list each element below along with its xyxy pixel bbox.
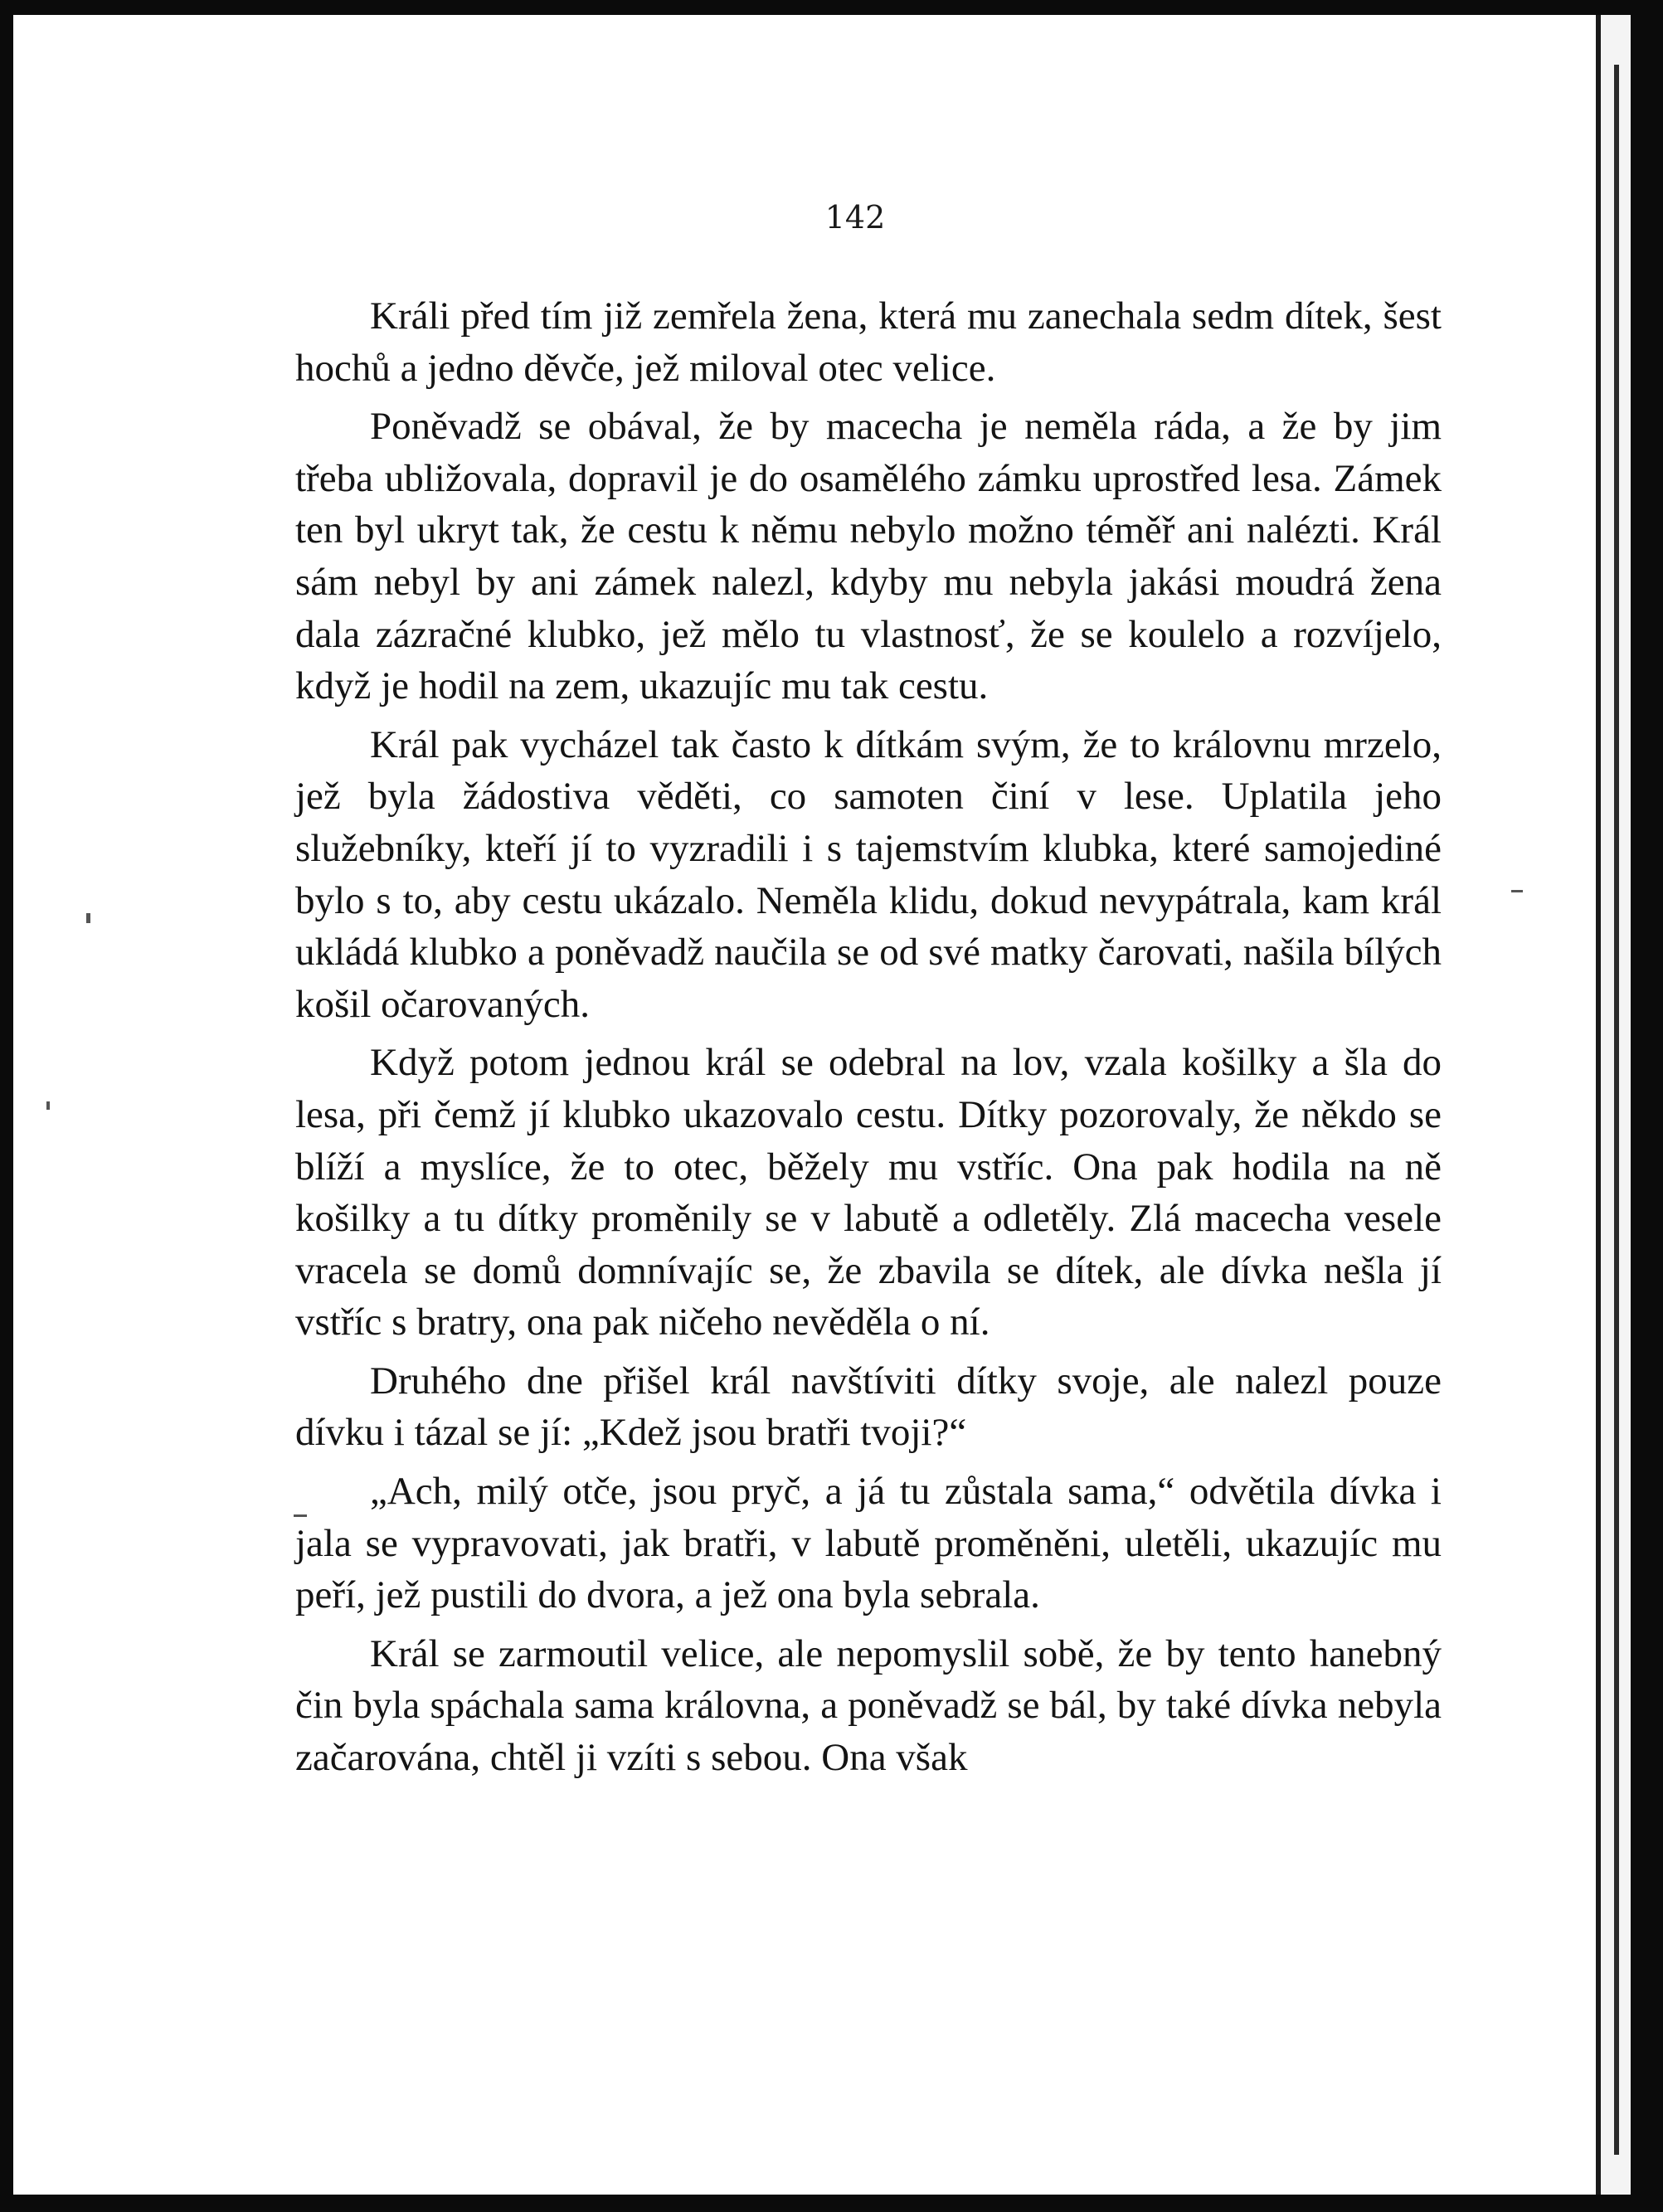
book-page	[13, 15, 1631, 2195]
page-spine-edge	[1596, 15, 1631, 2195]
paragraph-6: „Ach, milý otče, jsou pryč, a já tu zůstala sama,“ odvětila dívka i jala se vypravovati, jak bratři, v labutě proměněni, uletěli, ukazujíc mu peří, jež pustili do dvora, a jež ona byla sebrala.	[295, 1470, 1442, 1617]
paragraph-7: Král se zarmoutil velice, ale nepomyslil sobě, že by tento hanebný čin byla spáchala sama královna, a poněvadž se bál, by také dívka nebyla začarována, chtěl ji vzíti s sebou. Ona však	[295, 1631, 1442, 1780]
paragraph-5: Druhého dne přišel král navštíviti dítky svoje, ale nalezl pouze dívku i tázal se jí: „Kdež jsou bratři tvoji?“	[295, 1359, 1442, 1455]
paragraph-2: Poněvadž se obával, že by macecha je neměla ráda, a že by jim třeba ubližovala, dopravil je do osamělého zámku uprostřed lesa. Zámek ten byl ukryt tak, že cestu k němu nebylo možno téměř ani nalézti. Král sám nebyl by ani zámek nalezl, kdyby mu nebyla jakási moudrá žena dala zázračné klubko, jež mělo tu vlastnosť, že se koulelo a rozvíjelo, když je hodil na zem, ukazujíc mu tak cestu.	[295, 405, 1442, 708]
scan-speck	[86, 913, 90, 923]
scan-speck	[294, 1514, 307, 1517]
scan-speck	[1511, 890, 1523, 892]
page-body-text	[295, 290, 1442, 1791]
scan-speck	[46, 1101, 50, 1110]
paragraph-1: Králi před tím již zemřela žena, která mu zanechala sedm dítek, šest hochů a jedno děvče, jež miloval otec velice.	[295, 294, 1442, 390]
paragraph-3: Král pak vycházel tak často k dítkám svým, že to královnu mrzelo, jež byla žádostiva věděti, co samoten činí v lese. Uplatila jeho služebníky, kteří jí to vyzradili i s tajemstvím klubka, které samojediné bylo s to, aby cestu ukázalo. Neměla klidu, dokud nevypátrala, kam král ukládá klubko a poněvadž naučila se od své matky čarovati, našila bílých košil očarovaných.	[295, 722, 1442, 1026]
page-number: 142	[824, 199, 886, 236]
spine-shadow-line	[1614, 65, 1619, 2155]
paragraph-4: Když potom jednou král se odebral na lov, vzala košilky a šla do lesa, při čemž jí klubko ukazovalo cestu. Dítky pozorovaly, že někdo se blíží a myslíce, že to otec, běžely mu vstříc. Ona pak hodila na ně košilky a tu dítky proměnily se v labutě a odletěly. Zlá macecha vesele vracela se domů domnívajíc se, že zbavila se dítek, ale dívka nešla jí vstříc s bratry, ona pak ničeho nevěděla o ní.	[295, 1041, 1442, 1344]
